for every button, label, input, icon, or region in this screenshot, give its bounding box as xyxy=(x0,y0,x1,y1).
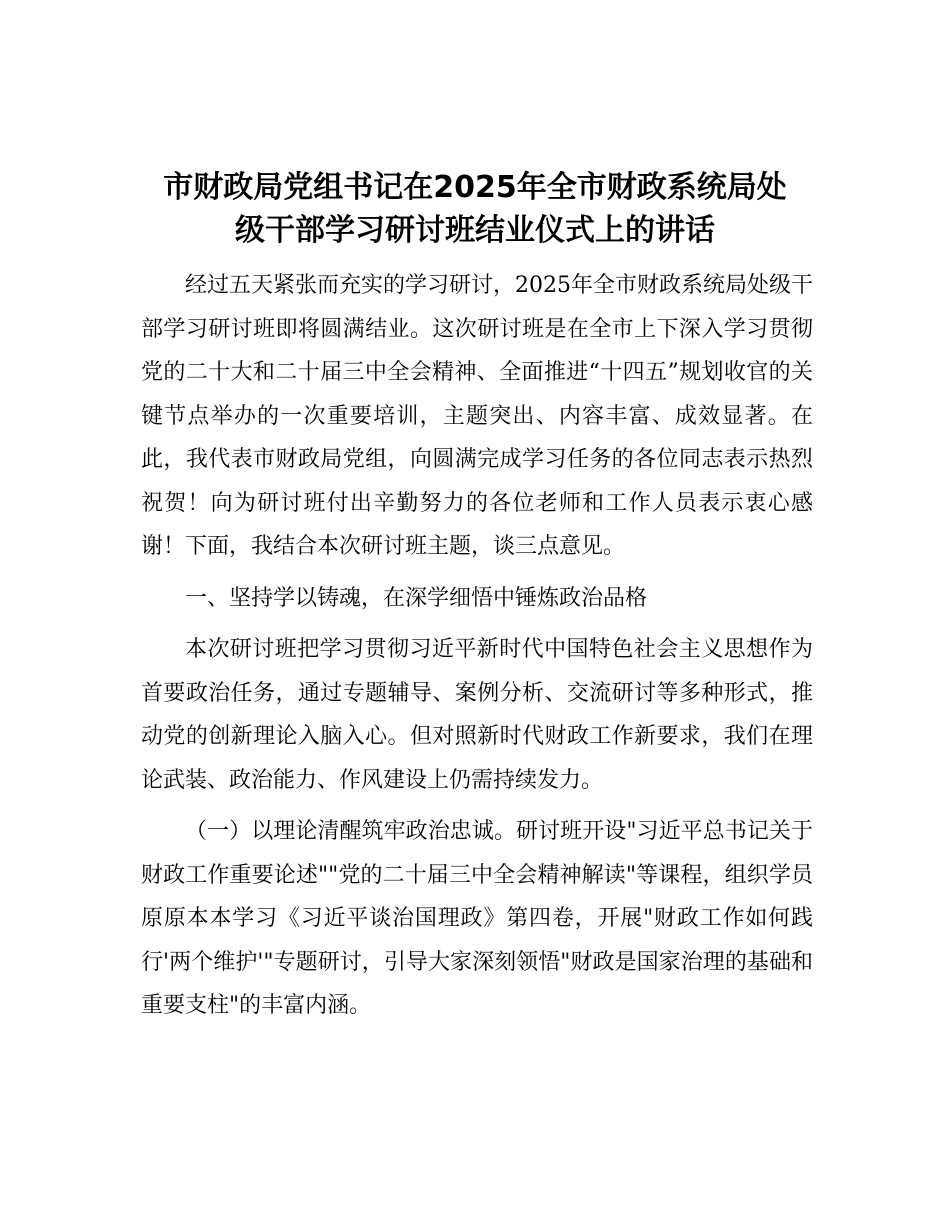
paragraph-section-1-intro: 本次研讨班把学习贯彻习近平新时代中国特色社会主义思想作为首要政治任务，通过专题辅导、案例分析、交流研讨等多种形式，推动党的创新理论入脑入心。但对照新时代财政工作新要求，我们在理论武装、政治能力、作风建设上仍需持续发力。 xyxy=(141,637,813,793)
paragraph-opening: 经过五天紧张而充实的学习研讨，2025年全市财政系统局处级干部学习研讨班即将圆满结业。这次研讨班是在全市上下深入学习贯彻党的二十大和二十届三中全会精神、全面推进“十四五”规划收官的关键节点举办的一次重要培训，主题突出、内容丰富、成效显著。在此，我代表市财政局党组，向圆满完成学习任务的各位同志表示热烈祝贺！向为研讨班付出辛勤努力的各位老师和工作人员表示衷心感谢！下面，我结合本次研讨班主题，谈三点意见。 xyxy=(141,273,813,559)
title-line-1: 市财政局党组书记在2025年全市财政系统局处 xyxy=(163,170,787,205)
paragraph-subsection-1: （一）以理论清醒筑牢政治忠诚。研讨班开设"习近平总书记关于财政工作重要论述""党的二十届三中全会精神解读"等课程，组织学员原原本本学习《习近平谈治国理政》第四卷，开展"财政工作如何践行'两个维护'"专题研讨，引导大家深刻领悟"财政是国家治理的基础和重要支柱"的丰富内涵。 xyxy=(141,819,813,1018)
section-heading-1: 一、坚持学以铸魂，在深学细悟中锤炼政治品格 xyxy=(185,585,648,611)
title-line-2: 级干部学习研讨班结业仪式上的讲话 xyxy=(235,213,715,248)
document-title xyxy=(110,166,840,252)
document-body xyxy=(141,264,813,1028)
